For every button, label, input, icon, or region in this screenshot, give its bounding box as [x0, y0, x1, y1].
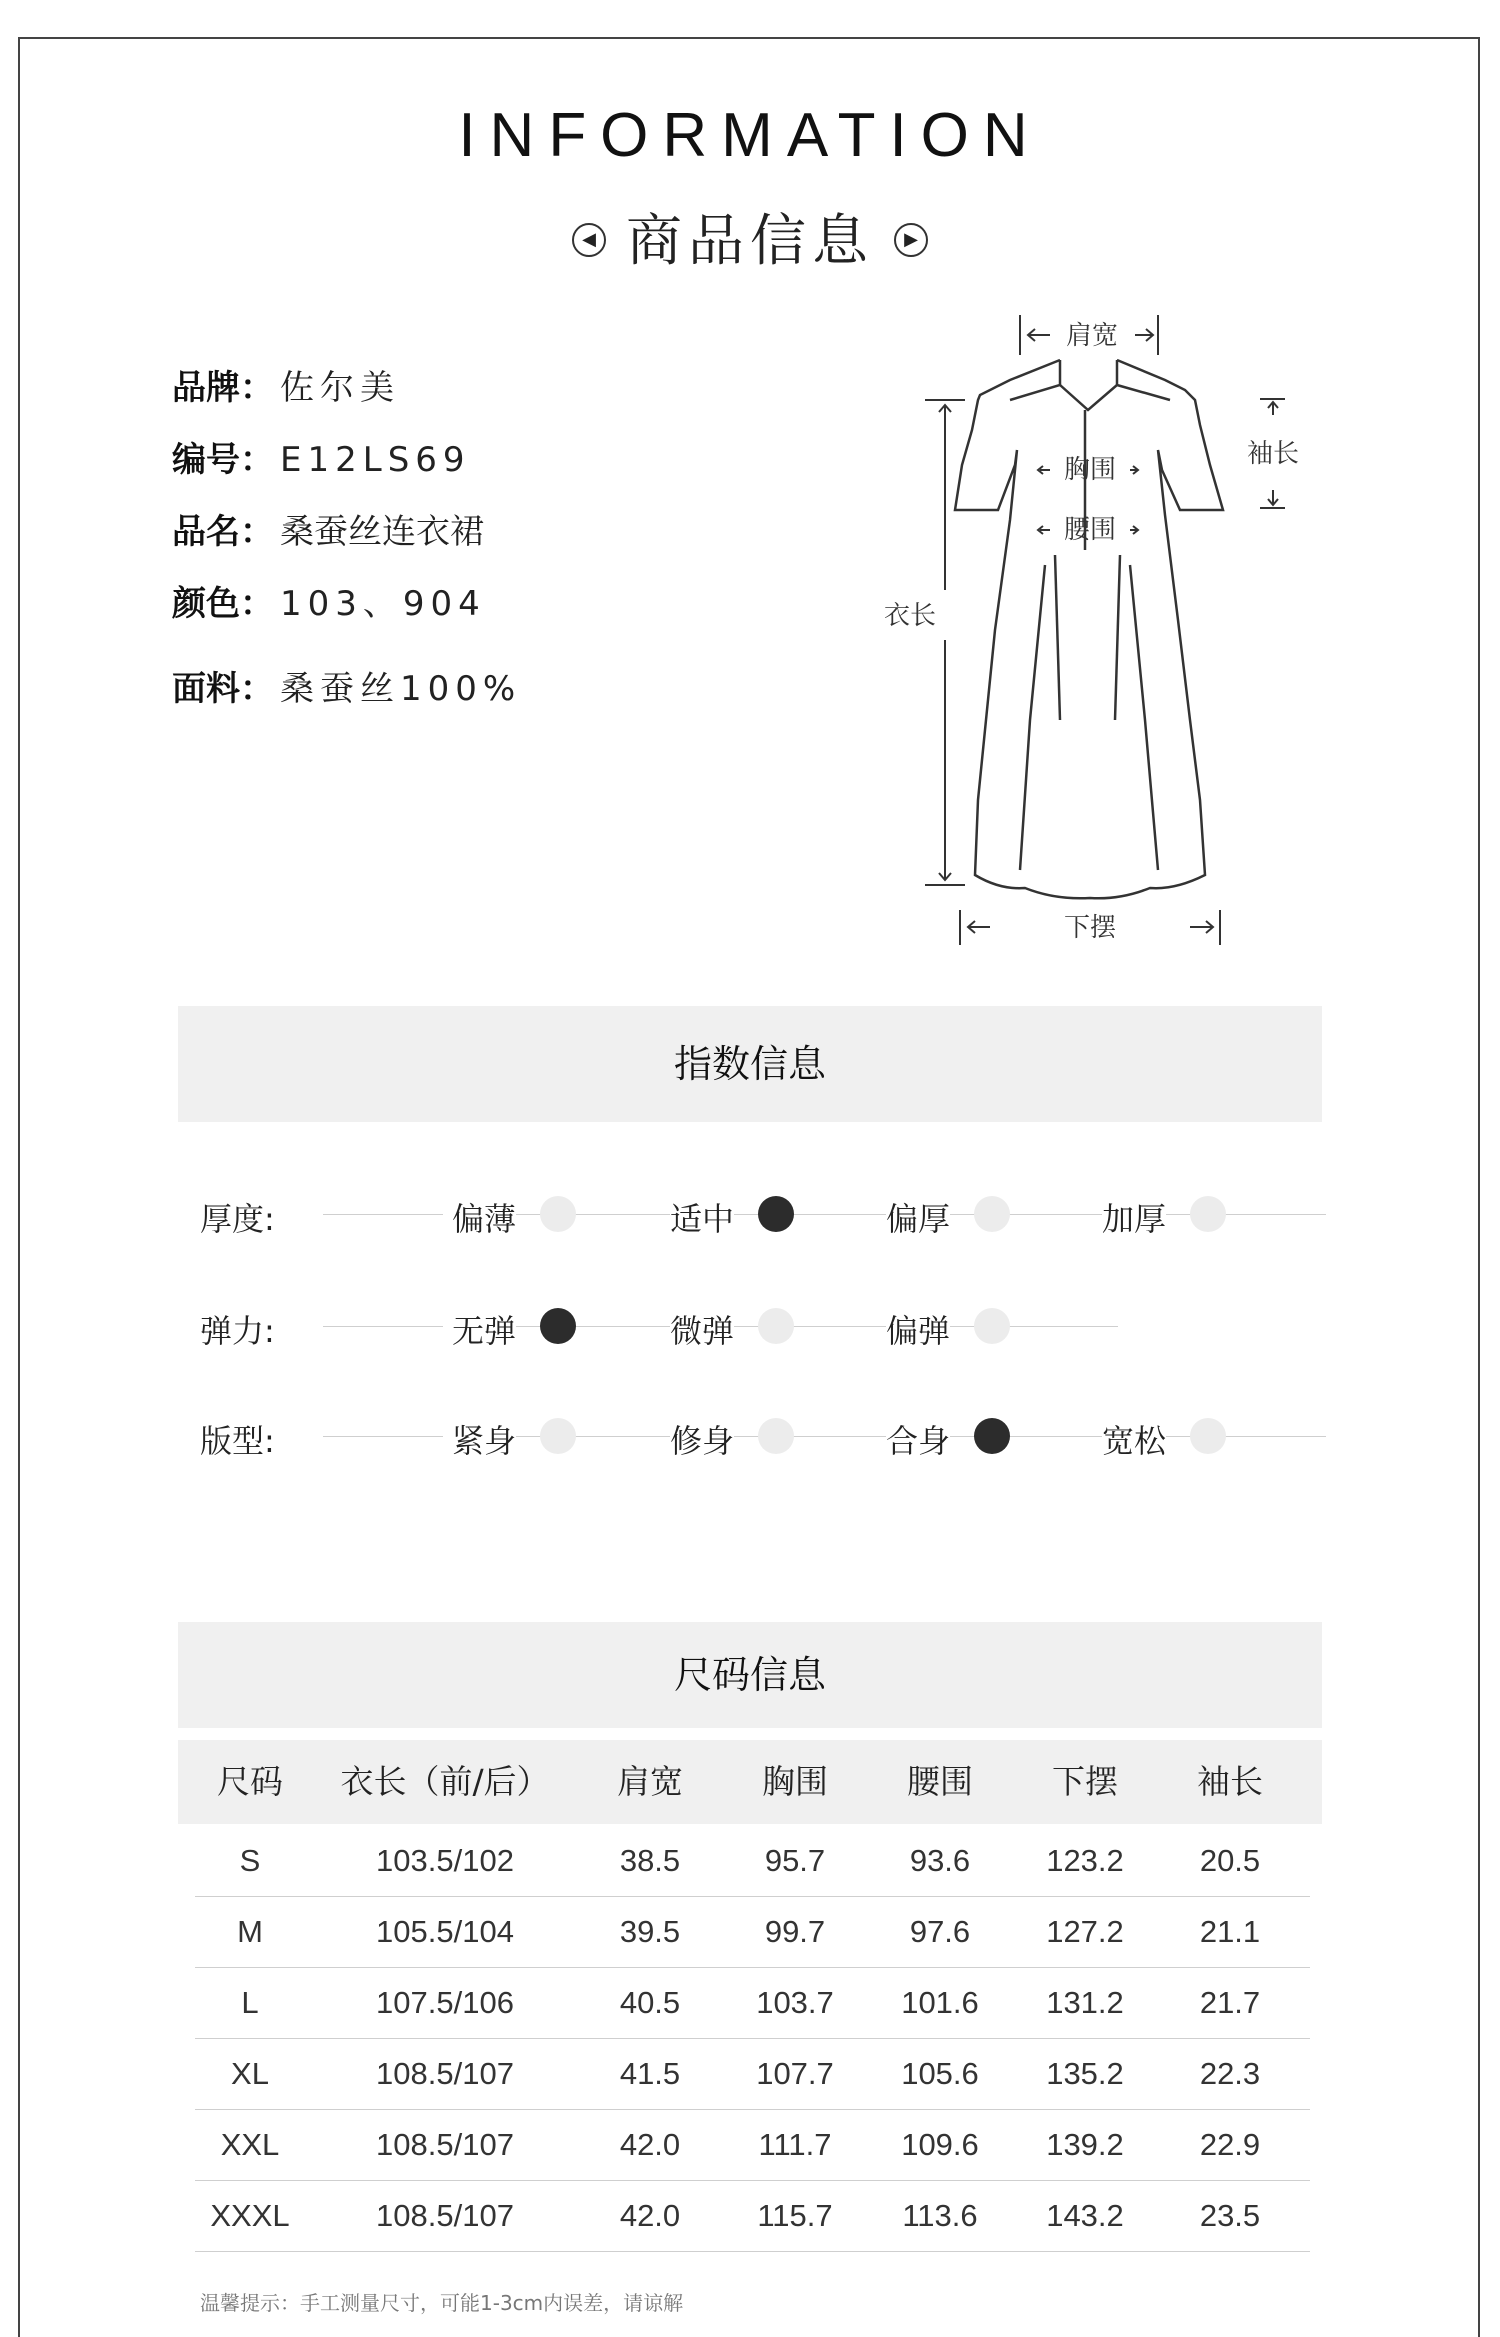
unselected-dot-icon: [974, 1196, 1010, 1232]
circle-right-arrow-icon: ▶: [894, 223, 928, 257]
table-cell: 93.6: [909, 1843, 971, 1878]
table-cell: 108.5/107: [376, 2127, 514, 2162]
table-cell: 40.5: [619, 1985, 681, 2020]
info-value: 桑蚕丝连衣裙: [280, 512, 484, 552]
unselected-dot-icon: [758, 1418, 794, 1454]
index-option-label: 偏厚: [886, 1200, 951, 1238]
info-color: [172, 576, 486, 625]
table-cell: 105.5/104: [376, 1914, 514, 1949]
info-code: [172, 432, 471, 481]
index-connector-line: [950, 1214, 1102, 1215]
column-header: 胸围: [762, 1762, 828, 1801]
table-cell: 97.6: [909, 1914, 971, 1949]
table-cell: 108.5/107: [376, 2056, 514, 2091]
measurement-note: 温馨提示：手工测量尺寸，可能1-3cm内误差，请谅解: [200, 2291, 684, 2315]
info-value: 佐尔美: [280, 368, 400, 408]
info-brand: [172, 360, 400, 409]
index-row-label: 厚度:: [200, 1200, 275, 1238]
page-title-cn: [0, 197, 1500, 277]
table-cell: S: [239, 1843, 261, 1878]
index-row-label: 弹力:: [200, 1312, 275, 1350]
index-option-label: 适中: [670, 1200, 735, 1238]
label-sleeve: 袖长: [1246, 439, 1300, 469]
table-cell: 127.2: [1046, 1914, 1124, 1949]
table-cell: 131.2: [1046, 1985, 1124, 2020]
table-cell: 111.7: [758, 2127, 832, 2162]
index-connector-line: [323, 1214, 443, 1215]
table-cell: 22.9: [1199, 2127, 1261, 2162]
info-value: 桑蚕丝100%: [280, 669, 522, 709]
unselected-dot-icon: [1190, 1196, 1226, 1232]
table-cell: 21.1: [1199, 1914, 1261, 1949]
index-connector-line: [734, 1436, 886, 1437]
index-connector-line: [323, 1326, 443, 1327]
info-key: 面料：: [172, 669, 274, 709]
table-cell: 107.7: [756, 2056, 834, 2091]
size-section-title: 尺码信息: [178, 1622, 1322, 1728]
size-table-header: [178, 1740, 1322, 1824]
index-row-label: 版型:: [200, 1422, 275, 1460]
table-cell: 21.7: [1199, 1985, 1261, 2020]
info-value: 103、904: [280, 584, 486, 624]
index-section-title: 指数信息: [178, 1006, 1322, 1122]
table-cell: 23.5: [1199, 2198, 1261, 2233]
column-header: 肩宽: [617, 1762, 683, 1801]
table-cell: 95.7: [764, 1843, 826, 1878]
dress-outline: [955, 360, 1223, 898]
index-option-label: 微弹: [670, 1312, 735, 1350]
table-cell: L: [241, 1985, 259, 2020]
index-connector-line: [950, 1436, 1102, 1437]
table-cell: 105.6: [901, 2056, 979, 2091]
index-option-label: 宽松: [1102, 1422, 1167, 1460]
table-row: [195, 2110, 1310, 2181]
table-cell: 107.5/106: [376, 1985, 514, 2020]
selected-dot-icon: [974, 1418, 1010, 1454]
table-cell: XL: [231, 2056, 269, 2091]
table-cell: 20.5: [1199, 1843, 1261, 1878]
label-chest: 胸围: [1063, 455, 1117, 485]
index-option-label: 偏薄: [452, 1200, 517, 1238]
unselected-dot-icon: [974, 1308, 1010, 1344]
index-connector-line: [734, 1214, 886, 1215]
table-row: [195, 1826, 1310, 1897]
table-cell: 42.0: [619, 2198, 681, 2233]
page-title-en: INFORMATION: [458, 101, 1042, 170]
table-cell: 123.2: [1046, 1843, 1124, 1878]
index-connector-line: [734, 1326, 886, 1327]
column-header: 腰围: [907, 1762, 973, 1801]
table-cell: 38.5: [619, 1843, 681, 1878]
index-row: [178, 1184, 1328, 1244]
column-header: 下摆: [1052, 1762, 1118, 1801]
label-hem: 下摆: [1063, 913, 1117, 943]
table-row: [195, 2181, 1310, 2252]
table-cell: 42.0: [619, 2127, 681, 2162]
label-length: 衣长: [883, 601, 937, 631]
column-header: 袖长: [1197, 1762, 1263, 1801]
index-option-label: 加厚: [1102, 1200, 1167, 1238]
unselected-dot-icon: [540, 1418, 576, 1454]
index-option-label: 偏弹: [886, 1312, 951, 1350]
table-cell: 22.3: [1199, 2056, 1261, 2091]
column-header: 衣长（前/后）: [340, 1762, 550, 1801]
table-cell: XXL: [220, 2127, 280, 2162]
table-cell: 103.7: [756, 1985, 834, 2020]
info-fabric: [172, 661, 521, 710]
table-cell: 99.7: [764, 1914, 826, 1949]
index-option-label: 无弹: [452, 1312, 517, 1350]
table-cell: 113.6: [902, 2198, 978, 2233]
title-cn-text: 商品信息: [626, 209, 874, 274]
label-shoulder: 肩宽: [1065, 321, 1119, 351]
info-key: 品名：: [172, 512, 274, 552]
info-name: [172, 504, 484, 553]
table-row: [195, 1968, 1310, 2039]
table-row: [195, 1897, 1310, 1968]
unselected-dot-icon: [540, 1196, 576, 1232]
index-row: [178, 1406, 1328, 1466]
unselected-dot-icon: [1190, 1418, 1226, 1454]
table-cell: 115.7: [757, 2198, 833, 2233]
table-cell: 101.6: [901, 1985, 979, 2020]
index-option-label: 修身: [670, 1422, 735, 1460]
table-cell: 143.2: [1046, 2198, 1124, 2233]
index-option-label: 合身: [886, 1422, 951, 1460]
index-row: [178, 1296, 1328, 1356]
table-cell: M: [237, 1914, 263, 1949]
label-waist: 腰围: [1063, 515, 1117, 545]
table-cell: 139.2: [1046, 2127, 1124, 2162]
info-key: 编号：: [172, 440, 274, 480]
column-header: 尺码: [217, 1762, 283, 1801]
table-cell: 135.2: [1046, 2056, 1124, 2091]
index-connector-line: [323, 1436, 443, 1437]
table-cell: 108.5/107: [376, 2198, 514, 2233]
table-cell: 41.5: [619, 2056, 681, 2091]
index-option-label: 紧身: [452, 1422, 517, 1460]
measurement-lines: [925, 315, 1285, 945]
info-value: E12LS69: [280, 440, 471, 480]
info-key: 颜色：: [172, 584, 274, 624]
info-key: 品牌：: [172, 368, 274, 408]
selected-dot-icon: [540, 1308, 576, 1344]
table-cell: 109.6: [901, 2127, 979, 2162]
table-cell: 39.5: [619, 1914, 681, 1949]
table-cell: XXXL: [210, 2198, 290, 2233]
selected-dot-icon: [758, 1196, 794, 1232]
unselected-dot-icon: [758, 1308, 794, 1344]
table-cell: 103.5/102: [376, 1843, 514, 1878]
dress-measurement-diagram: [880, 300, 1300, 960]
table-row: [195, 2039, 1310, 2110]
circle-left-arrow-icon: ◀: [572, 223, 606, 257]
